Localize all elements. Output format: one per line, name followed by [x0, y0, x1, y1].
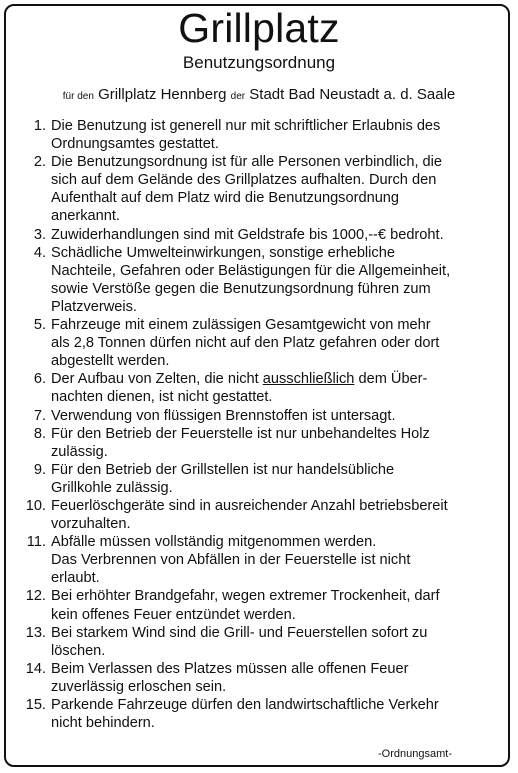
rule-number: 11. [26, 534, 46, 551]
rule-item [18, 244, 498, 316]
rule-line: sowie Verstöße gegen die Benutzungsordnung führen zum [51, 280, 431, 297]
rule-item [18, 153, 498, 225]
rule-text [51, 461, 498, 497]
scope-city: Stadt Bad Neustadt a. d. Saale [249, 86, 456, 103]
rule-number: 9. [33, 461, 46, 478]
rule-number: 1. [33, 118, 46, 134]
rule-text [51, 587, 498, 623]
rule-number: 7. [33, 407, 46, 424]
rule-item [18, 407, 498, 425]
rule-line: erlaubt. [51, 570, 100, 587]
rule-item [18, 316, 498, 370]
rule-text [51, 117, 498, 153]
rule-item [18, 660, 498, 696]
rule-line-part: Der Aufbau von Zelten, die nicht [51, 371, 263, 388]
rule-line: als 2,8 Tonnen dürfen nicht auf den Platz gefahren oder dort [51, 335, 440, 352]
rule-text [51, 407, 498, 425]
rule-line: Ordnungsamtes gestattet. [51, 136, 219, 153]
rule-text [51, 316, 498, 370]
rule-item [18, 226, 498, 244]
rule-line: Feuerlöschgeräte sind in ausreichender Anzahl betriebsbereit [51, 497, 448, 514]
rule-line: Fahrzeuge mit einem zulässigen Gesamtgewicht von mehr [51, 317, 431, 334]
underlined-word: ausschließlich [262, 371, 355, 388]
rule-line: Grillkohle zulässig. [51, 479, 173, 496]
rule-line: Verwendung von flüssigen Brennstoffen ist untersagt. [51, 407, 396, 424]
rule-number: 13. [25, 624, 46, 641]
rule-text [51, 660, 498, 696]
scope-line [0, 85, 518, 107]
rule-line: Das Verbrennen von Abfällen in der Feuerstelle ist nicht [51, 552, 411, 569]
rule-number: 6. [33, 371, 46, 388]
rule-line: Die Benutzung ist generell nur mit schriftlicher Erlaubnis des [51, 118, 441, 134]
rule-item [18, 533, 498, 587]
issuer-signature: -Ordnungsamt- [378, 748, 452, 760]
rule-line: Bei starkem Wind sind die Grill- und Feuerstellen sofort zu [51, 624, 428, 641]
rule-line: Zuwiderhandlungen sind mit Geldstrafe bis 1000,--€ bedroht. [51, 226, 444, 243]
rule-item [18, 461, 498, 497]
rule-line: Parkende Fahrzeuge dürfen den landwirtschaftliche Verkehr [51, 697, 439, 713]
rule-line: zulässig. [51, 443, 108, 460]
rule-line: anerkannt. [51, 208, 120, 225]
rule-line [51, 370, 498, 388]
rule-item [18, 696, 498, 732]
rule-line: Schädliche Umwelteinwirkungen, sonstige erhebliche [51, 244, 395, 261]
rule-item [18, 624, 498, 660]
rules-list [18, 117, 498, 732]
rule-item [18, 117, 498, 153]
rule-line: löschen. [51, 642, 106, 659]
rule-line: Für den Betrieb der Grillstellen ist nur handelsübliche [51, 461, 395, 478]
rule-number: 2. [33, 154, 46, 171]
rule-text [51, 533, 498, 587]
rule-line: Beim Verlassen des Platzes müssen alle offenen Feuer [51, 660, 409, 677]
rule-number: 5. [33, 317, 46, 334]
rule-line: zuverlässig erloschen sein. [51, 678, 227, 695]
rule-text [51, 624, 498, 660]
rule-text [51, 244, 498, 316]
rule-line: nachten dienen, ist nicht gestattet. [51, 389, 273, 406]
rule-item [18, 425, 498, 461]
rule-item [18, 497, 498, 533]
rule-number: 8. [33, 425, 46, 442]
page-title: Grillplatz [178, 5, 340, 51]
rule-number: 4. [33, 244, 46, 261]
rule-line: Nachteile, Gefahren oder Belästigungen für die Allgemeinheit, [51, 262, 451, 279]
scope-connector: der [230, 91, 246, 102]
rule-text [51, 497, 498, 533]
page-subtitle: Benutzungsordnung [182, 53, 336, 72]
rule-number: 14. [25, 660, 46, 677]
rule-line: kein offenes Feuer entzündet werden. [51, 606, 296, 623]
rule-text [51, 153, 498, 225]
rule-text [51, 696, 498, 732]
rule-text [51, 370, 498, 406]
rule-line: Bei erhöhter Brandgefahr, wegen extremer Trockenheit, darf [51, 588, 440, 605]
rule-line-part: dem Über- [354, 371, 428, 388]
rule-text [51, 425, 498, 461]
rule-line: Für den Betrieb der Feuerstelle ist nur unbehandeltes Holz [51, 425, 430, 442]
rule-line: Die Benutzungsordnung ist für alle Personen verbindlich, die [51, 154, 443, 171]
rule-line: sich auf dem Gelände des Grillplatzes aufhalten. Durch den [51, 172, 437, 189]
rule-line: Aufenthalt auf dem Platz wird die Benutzungsordnung [51, 190, 400, 207]
rule-number: 10. [25, 497, 46, 514]
scope-place: Grillplatz Hennberg [98, 86, 227, 103]
rule-line: Abfälle müssen vollständig mitgenommen werden. [51, 534, 377, 551]
rule-line: vorzuhalten. [51, 516, 131, 533]
rule-line: abgestellt werden. [51, 353, 170, 370]
rule-number: 15. [25, 697, 46, 713]
rule-line: Platzverweis. [51, 298, 137, 315]
rule-item [18, 587, 498, 623]
rule-text [51, 226, 498, 244]
rule-number: 3. [33, 226, 46, 243]
scope-prefix: für den [62, 91, 94, 102]
rule-item [18, 370, 498, 406]
rule-number: 12. [25, 588, 46, 605]
rule-line: nicht behindern. [51, 715, 155, 732]
